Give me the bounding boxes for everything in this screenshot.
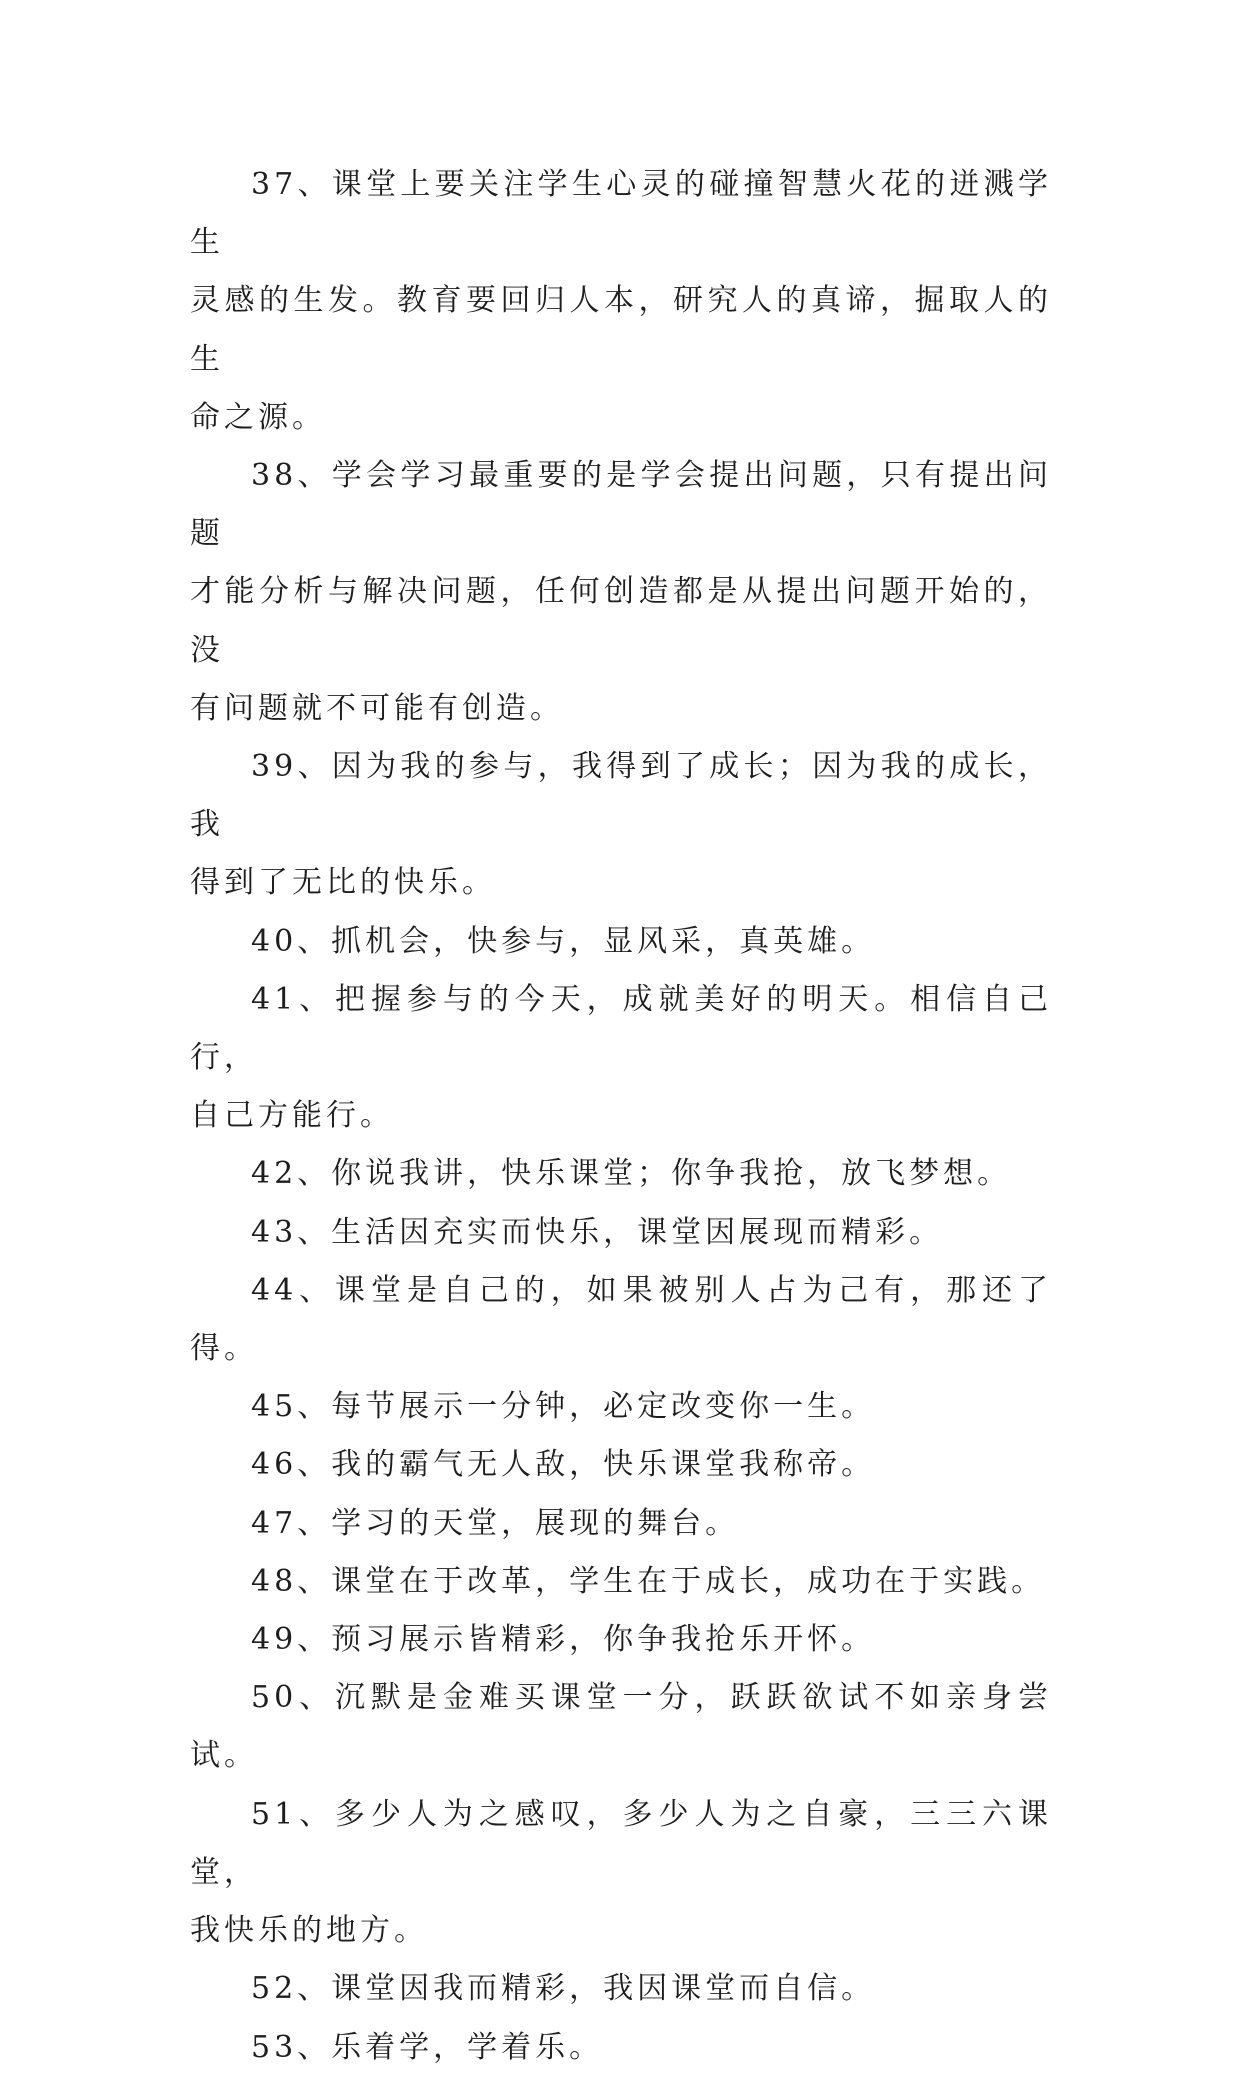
item-line: 52、课堂因我而精彩，我因课堂而自信。: [251, 1971, 876, 2007]
list-item: [190, 1436, 1052, 1494]
item-line: 得到了无比的快乐。: [190, 865, 496, 901]
document-body: [190, 156, 1052, 2077]
item-line: 49、预习展示皆精彩，你争我抢乐开怀。: [251, 1622, 876, 1658]
item-line: 灵感的生发。教育要回归人本，研究人的真谛，掘取人的生: [190, 283, 1052, 377]
list-item: [190, 1495, 1052, 1553]
item-line: 43、生活因充实而快乐，课堂因展现而精彩。: [251, 1214, 944, 1250]
item-line: 有问题就不可能有创造。: [190, 690, 564, 726]
item-line: 45、每节展示一分钟，必定改变你一生。: [251, 1389, 876, 1425]
list-item: [190, 447, 1052, 738]
list-item: [190, 1378, 1052, 1436]
item-line: 自己方能行。: [190, 1098, 394, 1134]
list-item: [190, 1145, 1052, 1203]
item-line: 53、乐着学，学着乐。: [251, 2029, 604, 2065]
list-item: [190, 971, 1052, 1146]
list-item: [190, 1262, 1052, 1378]
list-item: [190, 1960, 1052, 2018]
item-line: 38、学会学习最重要的是学会提出问题，只有提出问题: [190, 458, 1052, 552]
item-line: 44、课堂是自己的，如果被别人占为己有，那还了得。: [190, 1272, 1052, 1367]
list-item: [190, 1786, 1052, 1961]
item-line: 46、我的霸气无人敌，快乐课堂我称帝。: [251, 1447, 876, 1483]
item-line: 39、因为我的参与，我得到了成长；因为我的成长，我: [190, 749, 1052, 843]
item-line: 37、课堂上要关注学生心灵的碰撞智慧火花的迸溅学生: [190, 167, 1052, 261]
item-line: 40、抓机会，快参与，显风采，真英雄。: [251, 923, 876, 959]
list-item: [190, 1204, 1052, 1262]
item-line: 才能分析与解决问题，任何创造都是从提出问题开始的，没: [190, 574, 1052, 668]
list-item: [190, 156, 1052, 447]
list-item: [190, 1553, 1052, 1611]
list-item: [190, 2019, 1052, 2077]
item-line: 50、沉默是金难买课堂一分，跃跃欲试不如亲身尝试。: [190, 1680, 1052, 1774]
item-line: 48、课堂在于改革，学生在于成长，成功在于实践。: [251, 1563, 1046, 1599]
item-line: 41、把握参与的今天，成就美好的明天。相信自己行，: [190, 981, 1052, 1076]
item-line: 42、你说我讲，快乐课堂；你争我抢，放飞梦想。: [251, 1156, 1012, 1192]
item-line: 51、多少人为之感叹，多少人为之自豪，三三六课堂，: [190, 1796, 1052, 1890]
item-line: 我快乐的地方。: [190, 1913, 428, 1949]
item-line: 47、学习的天堂，展现的舞台。: [251, 1505, 740, 1541]
list-item: [190, 1669, 1052, 1785]
list-item: [190, 738, 1052, 913]
item-line: 命之源。: [190, 399, 326, 435]
list-item: [190, 1611, 1052, 1669]
list-item: [190, 913, 1052, 971]
